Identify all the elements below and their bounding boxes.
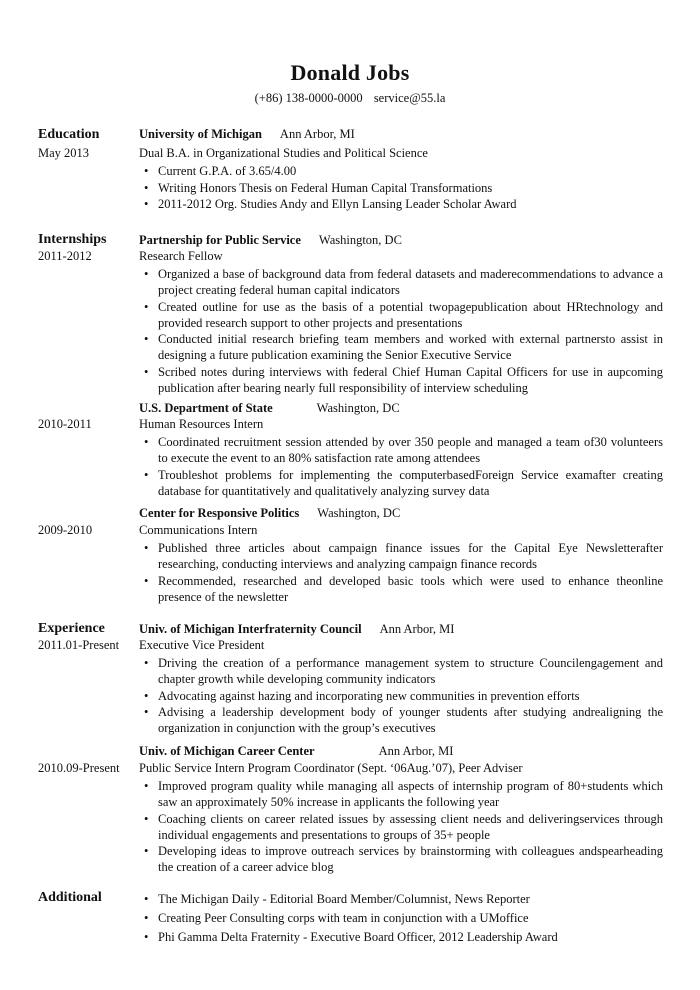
entry-date: 2011-2012 [38,249,92,263]
list-item: • Conducted initial research briefing team members and worked with external partnersto assist in designing a future publication examining the Senior Executive Service [139,331,663,363]
list-item: • Driving the creation of a performance management system to structure Councilengagement and chapter growth while developing community indicators [139,655,663,687]
list-item: • Organized a base of background data from federal datasets and maderecommendations to advance a project creating federal human capital indicators [139,266,663,298]
email-address: service@55.la [373,91,446,105]
entry-date: 2009-2010 [38,523,93,537]
list-item: • Coordinated recruitment session attended by over 350 people and managed a team of30 volunteers to execute the event to an 80% satisfaction rate among attendees [139,434,663,466]
additional-bullets [139,891,663,946]
list-item: • Writing Honors Thesis on Federal Human Capital Transformations [139,180,663,196]
entry-bullets [139,434,663,499]
phone-number: (+86) 138-0000-0000 [254,91,363,105]
entry-location: Washington, DC [318,233,402,247]
section-title-education: Education [38,127,100,142]
list-item: • Advising a leadership development body of younger students after studying andrealigning the organization in conjunction with the group’s executives [139,704,663,736]
entry-bullets [139,778,663,876]
list-item: • The Michigan Daily - Editorial Board Member/Columnist, News Reporter [139,891,663,907]
list-item: • Recommended, researched and developed basic tools which were used to enhance theonline presence of the newsletter [139,573,663,605]
entry-date: 2010.09-Present [38,761,120,775]
entry-role: Research Fellow [139,249,223,263]
entry-date: 2011.01-Present [38,638,120,652]
education-bullets [139,163,663,213]
entry-location: Washington, DC [316,401,400,415]
section-title-experience: Experience [38,621,105,636]
entry-org [139,744,453,759]
entry-bullets [139,266,663,396]
entry-bullets [139,540,663,605]
list-item: • Developing ideas to improve outreach services by brainstorming with colleagues andspearheading the creation of a career advice blog [139,843,663,875]
entry-location: Ann Arbor, MI [378,744,454,758]
entry-org-name: U.S. Department of State [139,401,273,415]
entry-bullets [139,655,663,737]
section-title-additional: Additional [38,890,102,905]
list-item: • Advocating against hazing and incorporating new communities in prevention efforts [139,688,663,704]
entry-org-name: Center for Responsive Politics [139,506,300,520]
entry-org [139,506,400,521]
section-title-internships: Internships [38,232,107,247]
entry-org-name: Univ. of Michigan Interfraternity Council [139,622,362,636]
list-item: • Improved program quality while managing all aspects of internship program of 80+students which saw an approximately 50% increase in applicants the following year [139,778,663,810]
entry-org-name: Univ. of Michigan Career Center [139,744,315,758]
list-item: • Phi Gamma Delta Fraternity - Executive Board Officer, 2012 Leadership Award [139,929,663,945]
entry-org-name: Partnership for Public Service [139,233,301,247]
entry-role: Communications Intern [139,523,258,537]
list-item: • Coaching clients on career related issues by assessing client needs and deliveringservices through individual engagements and presentations to groups of 35+ people [139,811,663,843]
entry-location: Washington, DC [317,506,401,520]
list-item: • Created outline for use as the basis of a potential twopagepublication about HRtechnology and provided research support to other projects and presentations [139,299,663,331]
entry-date: 2010-2011 [38,417,92,431]
education-org [139,127,355,142]
list-item: • Published three articles about campaign finance issues for the Capital Eye Newsletterafter researching, conducting interviews and analyzing campaign finance records [139,540,663,572]
entry-location: Ann Arbor, MI [379,622,455,636]
entry-org [139,622,454,637]
list-item: • 2011-2012 Org. Studies Andy and Ellyn Lansing Leader Scholar Award [139,196,663,212]
education-school: University of Michigan [139,127,262,141]
list-item: • Creating Peer Consulting corps with team in conjunction with a UMoffice [139,910,663,926]
entry-org [139,233,402,248]
entry-org [139,401,400,416]
resume-name: Donald Jobs [290,60,410,85]
list-item: • Troubleshot problems for implementing the computerbasedForeign Service examafter creating database for quantitatively and qualitatively analyzing survey data [139,467,663,499]
education-location: Ann Arbor, MI [279,127,355,141]
list-item: • Scribed notes during interviews with federal Chief Human Capital Officers for use in aupcoming publication after bearing nearly full responsibility of interview scheduling [139,364,663,396]
contact-line [0,91,700,106]
list-item: • Current G.P.A. of 3.65/4.00 [139,163,663,179]
education-date: May 2013 [38,146,90,160]
entry-role: Public Service Intern Program Coordinator (Sept. ‘06Aug.’07), Peer Adviser [139,761,523,775]
entry-role: Executive Vice President [139,638,265,652]
entry-role: Human Resources Intern [139,417,264,431]
education-degree: Dual B.A. in Organizational Studies and Political Science [139,146,428,160]
